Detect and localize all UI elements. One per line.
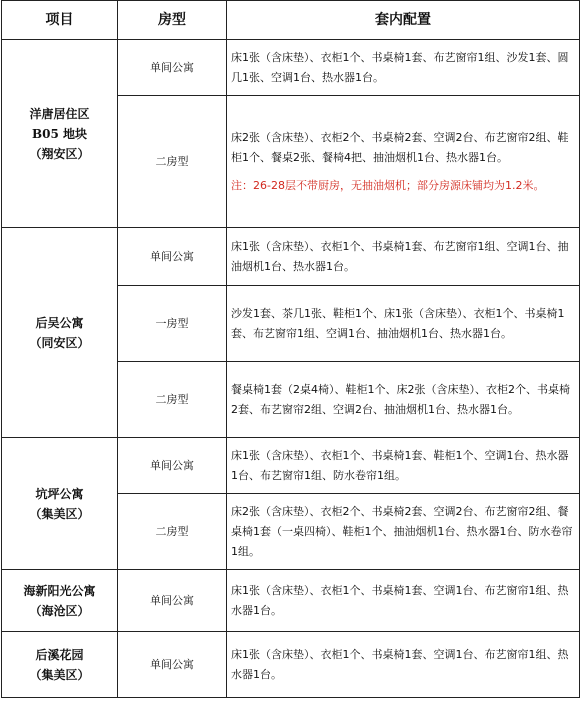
project-cell bbox=[2, 632, 118, 698]
config-cell: 床2张（含床垫）、衣柜2个、书桌椅2套、空调2台、布艺窗帘2组、餐桌椅1套（一桌四椅）、鞋柜1个、抽油烟机1台、热水器1台、防水卷帘1组。 bbox=[227, 494, 580, 570]
room-type-cell: 单间公寓 bbox=[118, 632, 227, 698]
project-cell bbox=[2, 228, 118, 438]
config-cell bbox=[227, 96, 580, 228]
project-plot: B05 地块 bbox=[31, 126, 88, 141]
project-name: 洋唐居住区 bbox=[29, 106, 90, 121]
project-name: 后溪花园 bbox=[35, 647, 84, 662]
config-cell: 沙发1套、茶几1张、鞋柜1个、床1张（含床垫）、衣柜1个、书桌椅1套、布艺窗帘1组、空调1台、抽油烟机1台、热水器1台。 bbox=[227, 286, 580, 362]
header-room-type: 房型 bbox=[118, 1, 227, 40]
header-project: 项目 bbox=[2, 1, 118, 40]
table-row bbox=[2, 632, 580, 698]
room-type-cell: 二房型 bbox=[118, 362, 227, 438]
project-cell bbox=[2, 438, 118, 570]
config-cell: 床1张（含床垫）、衣柜1个、书桌椅1套、空调1台、布艺窗帘1组、热水器1台。 bbox=[227, 632, 580, 698]
project-name: 后吴公寓 bbox=[35, 315, 84, 330]
project-district: （同安区） bbox=[29, 335, 90, 350]
project-cell bbox=[2, 40, 118, 228]
config-cell: 餐桌椅1套（2桌4椅）、鞋柜1个、床2张（含床垫）、衣柜2个、书桌椅2套、布艺窗帘2组、空调2台、抽油烟机1台、热水器1台。 bbox=[227, 362, 580, 438]
room-type-cell: 单间公寓 bbox=[118, 40, 227, 96]
config-cell: 床1张（含床垫）、衣柜1个、书桌椅1套、布艺窗帘1组、沙发1套、圆几1张、空调1台、热水器1台。 bbox=[227, 40, 580, 96]
room-type-cell: 单间公寓 bbox=[118, 438, 227, 494]
room-type-cell: 单间公寓 bbox=[118, 570, 227, 632]
config-cell: 床1张（含床垫）、衣柜1个、书桌椅1套、布艺窗帘1组、空调1台、抽油烟机1台、热水器1台。 bbox=[227, 228, 580, 286]
room-type-cell: 一房型 bbox=[118, 286, 227, 362]
table-row bbox=[2, 438, 580, 494]
config-cell: 床1张（含床垫）、衣柜1个、书桌椅1套、鞋柜1个、空调1台、热水器1台、布艺窗帘1组、防水卷帘1组。 bbox=[227, 438, 580, 494]
project-district: （集美区） bbox=[29, 506, 90, 521]
room-type-cell: 单间公寓 bbox=[118, 228, 227, 286]
project-district: （海沧区） bbox=[29, 603, 90, 618]
project-cell bbox=[2, 570, 118, 632]
apartment-config-table bbox=[1, 0, 580, 698]
table-row bbox=[2, 40, 580, 96]
header-config: 套内配置 bbox=[227, 1, 580, 40]
project-district: （翔安区） bbox=[29, 146, 90, 161]
header-row bbox=[2, 1, 580, 40]
table-row bbox=[2, 228, 580, 286]
project-name: 坑坪公寓 bbox=[35, 486, 84, 501]
room-type-cell: 二房型 bbox=[118, 494, 227, 570]
project-name: 海新阳光公寓 bbox=[23, 583, 96, 598]
config-note: 注：26-28层不带厨房，无抽油烟机；部分房源床铺均为1.2米。 bbox=[231, 178, 545, 192]
config-cell: 床1张（含床垫）、衣柜1个、书桌椅1套、空调1台、布艺窗帘1组、热水器1台。 bbox=[227, 570, 580, 632]
config-text: 床2张（含床垫）、衣柜2个、书桌椅2套、空调2台、布艺窗帘2组、鞋柜1个、餐桌2张、餐椅4把、抽油烟机1台、热水器1台。 bbox=[231, 130, 569, 164]
table-row bbox=[2, 570, 580, 632]
room-type-cell: 二房型 bbox=[118, 96, 227, 228]
project-district: （集美区） bbox=[29, 667, 90, 682]
